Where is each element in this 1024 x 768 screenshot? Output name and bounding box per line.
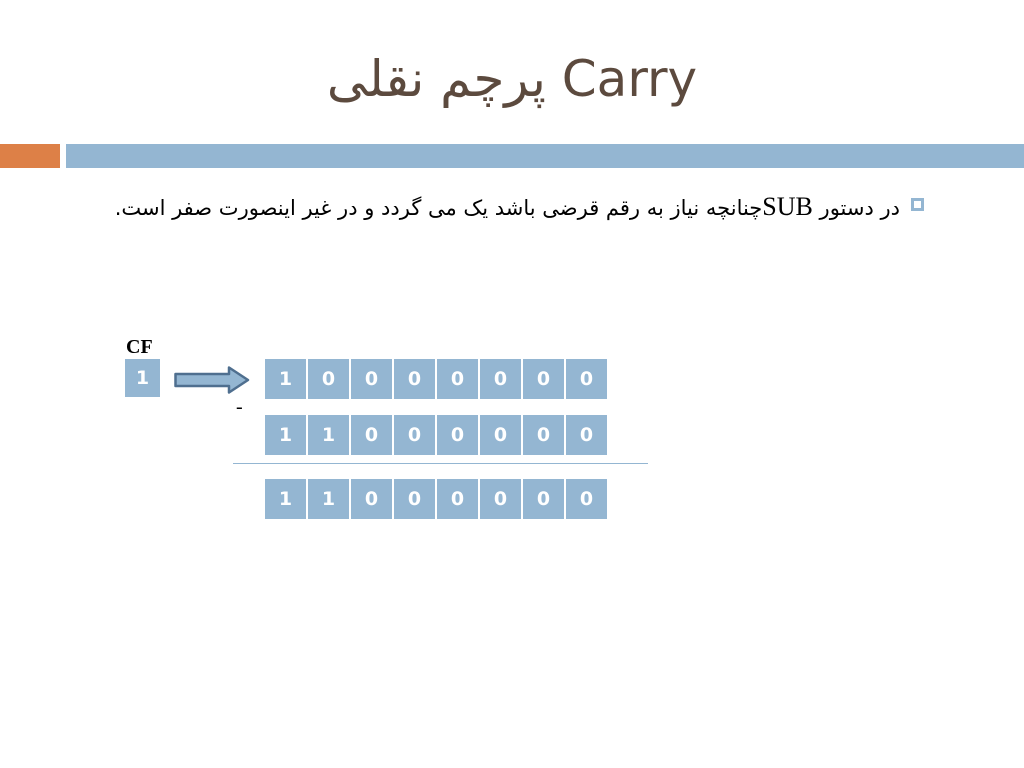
subtrahend-row-bit-cell: 0 <box>566 415 607 455</box>
cf-value-cell: 1 <box>125 359 160 397</box>
minuend-row-bit-cell: 0 <box>394 359 435 399</box>
minuend-row-bit-cell: 0 <box>308 359 349 399</box>
result-row-bit-cell: 0 <box>523 479 564 519</box>
square-bullet-icon <box>911 198 924 211</box>
subtrahend-row-bit-cell: 0 <box>480 415 521 455</box>
bullet-text <box>60 186 900 229</box>
subtrahend-row-bit-cell: 0 <box>523 415 564 455</box>
sub-command: SUB <box>762 192 813 221</box>
result-row-bit-cell: 0 <box>566 479 607 519</box>
subtrahend-row-bit-cell: 0 <box>394 415 435 455</box>
subtrahend-row-bit-cell: 0 <box>351 415 392 455</box>
result-row-bit-cell: 1 <box>265 479 306 519</box>
subtrahend-row-bit-cell: 0 <box>437 415 478 455</box>
subtrahend-row-bit-cell: 1 <box>308 415 349 455</box>
minuend-row-bit-cell: 1 <box>265 359 306 399</box>
cf-label: CF <box>126 336 153 358</box>
minuend-row-bit-cell: 0 <box>480 359 521 399</box>
result-row-bit-cell: 0 <box>480 479 521 519</box>
result-row-bit-cell: 0 <box>394 479 435 519</box>
minuend-row-bit-cell: 0 <box>437 359 478 399</box>
slide-title: پرچم نقلی Carry <box>326 50 698 108</box>
right-arrow-icon <box>174 366 254 394</box>
minuend-row-bit-cell: 0 <box>566 359 607 399</box>
result-separator-line <box>233 463 648 464</box>
subtrahend-row-bit-cell: 1 <box>265 415 306 455</box>
result-row-bit-cell: 0 <box>351 479 392 519</box>
accent-bar-blue <box>66 144 1024 168</box>
minuend-row-bit-cell: 0 <box>523 359 564 399</box>
result-row-bit-cell: 1 <box>308 479 349 519</box>
minuend-row-bit-cell: 0 <box>351 359 392 399</box>
result-row-bit-cell: 0 <box>437 479 478 519</box>
bullet-text-before: در دستور <box>812 196 900 220</box>
minus-operator: - <box>236 396 243 418</box>
accent-bar-orange <box>0 144 60 168</box>
bullet-text-after: چنانچه نیاز به رقم قرضی باشد یک می گردد و در غیر اینصورت صفر است. <box>114 196 763 220</box>
